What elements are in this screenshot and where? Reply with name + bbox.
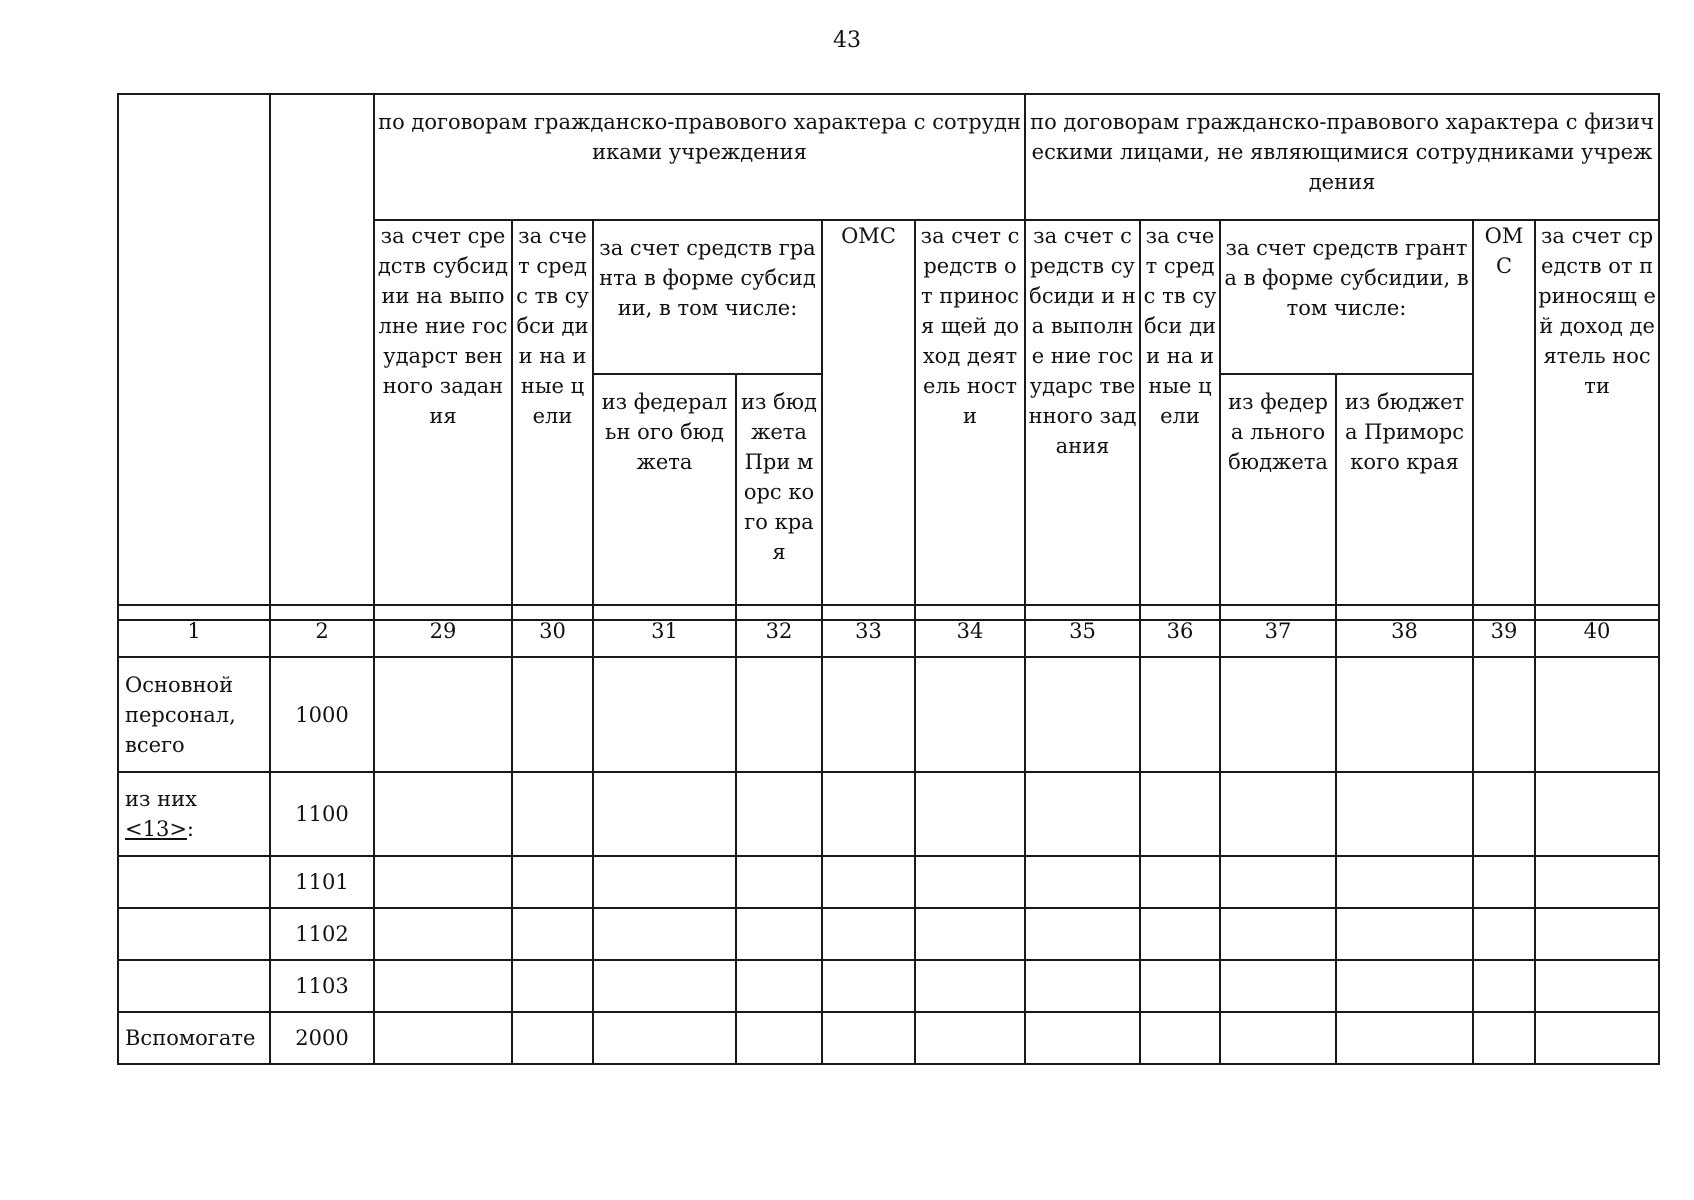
data-cell-34[interactable] <box>915 772 1025 856</box>
col-33-header: ОМС <box>822 220 915 620</box>
group-a-header: по договорам гражданско-правового характера с сотрудниками учреждения <box>374 94 1025 220</box>
row-code: 1100 <box>270 772 374 856</box>
data-table <box>117 604 1660 1065</box>
column-number-37: 37 <box>1220 605 1336 657</box>
row-code: 2000 <box>270 1012 374 1064</box>
col-38-header: из бюджета Приморс кого края <box>1336 374 1473 620</box>
row-code: 1101 <box>270 856 374 908</box>
data-cell-37[interactable] <box>1220 908 1336 960</box>
data-cell-33[interactable] <box>822 657 915 772</box>
column-number-40: 40 <box>1535 605 1659 657</box>
col-29-header: за счет средств субсидии на выполне ние государст венного задания <box>374 220 512 620</box>
grant-a-header: за счет средств гранта в форме субсидии, в том числе: <box>593 220 822 374</box>
data-cell-29[interactable] <box>374 772 512 856</box>
row-label <box>118 772 270 856</box>
row-label <box>118 960 270 1012</box>
data-cell-40[interactable] <box>1535 657 1659 772</box>
data-cell-32[interactable] <box>736 772 822 856</box>
table-row <box>118 908 1659 960</box>
table-row <box>118 960 1659 1012</box>
col-40-header: за счет средств от приносящ ей доход деятель ности <box>1535 220 1659 620</box>
row-label-suffix: : <box>186 817 194 841</box>
table-row <box>118 657 1659 772</box>
data-cell-39[interactable] <box>1473 1012 1535 1064</box>
col-39-header: ОМ С <box>1473 220 1535 620</box>
data-cell-29[interactable] <box>374 960 512 1012</box>
data-cell-35[interactable] <box>1025 960 1140 1012</box>
data-cell-33[interactable] <box>822 772 915 856</box>
data-cell-30[interactable] <box>512 908 593 960</box>
data-cell-34[interactable] <box>915 657 1025 772</box>
data-cell-39[interactable] <box>1473 960 1535 1012</box>
header-table <box>117 93 1660 621</box>
col-30-header: за счет средс тв субси дии на иные цели <box>512 220 593 620</box>
data-cell-31[interactable] <box>593 960 736 1012</box>
data-cell-32[interactable] <box>736 908 822 960</box>
row-code: 1103 <box>270 960 374 1012</box>
header-empty-col1 <box>118 94 270 620</box>
data-cell-39[interactable] <box>1473 856 1535 908</box>
row-code: 1102 <box>270 908 374 960</box>
group-b-header: по договорам гражданско-правового характера с физическими лицами, не являющимися сотрудниками учреждения <box>1025 94 1659 220</box>
col-35-header: за счет средств субсиди и на выполне ние государс твенного задания <box>1025 220 1140 620</box>
column-number-39: 39 <box>1473 605 1535 657</box>
data-cell-34[interactable] <box>915 856 1025 908</box>
row-label: Вспомогате <box>118 1012 270 1064</box>
data-cell-32[interactable] <box>736 856 822 908</box>
grant-b-header: за счет средств гранта в форме субсидии, в том числе: <box>1220 220 1473 374</box>
data-cell-39[interactable] <box>1473 772 1535 856</box>
table-row <box>118 1012 1659 1064</box>
data-cell-31[interactable] <box>593 657 736 772</box>
data-cell-36[interactable] <box>1140 960 1220 1012</box>
data-cell-38[interactable] <box>1336 908 1473 960</box>
footnote-link[interactable]: <13> <box>125 817 187 841</box>
column-number-1: 1 <box>118 605 270 657</box>
column-number-row <box>118 605 1659 657</box>
col-31-header: из федеральн ого бюджета <box>593 374 736 620</box>
data-cell-38[interactable] <box>1336 1012 1473 1064</box>
data-cell-29[interactable] <box>374 908 512 960</box>
row-label-text: из них <box>125 787 197 811</box>
data-cell-33[interactable] <box>822 960 915 1012</box>
data-cell-40[interactable] <box>1535 856 1659 908</box>
col-36-header: за счет средс тв субси дии на иные цели <box>1140 220 1220 620</box>
data-cell-30[interactable] <box>512 772 593 856</box>
data-cell-34[interactable] <box>915 1012 1025 1064</box>
data-cell-40[interactable] <box>1535 908 1659 960</box>
column-number-36: 36 <box>1140 605 1220 657</box>
row-label: Основной персонал, всего <box>118 657 270 772</box>
data-cell-40[interactable] <box>1535 960 1659 1012</box>
data-cell-30[interactable] <box>512 657 593 772</box>
data-cell-31[interactable] <box>593 772 736 856</box>
data-cell-35[interactable] <box>1025 856 1140 908</box>
column-number-31: 31 <box>593 605 736 657</box>
column-number-2: 2 <box>270 605 374 657</box>
data-cell-35[interactable] <box>1025 1012 1140 1064</box>
data-cell-31[interactable] <box>593 856 736 908</box>
data-cell-38[interactable] <box>1336 856 1473 908</box>
data-cell-36[interactable] <box>1140 772 1220 856</box>
data-cell-31[interactable] <box>593 908 736 960</box>
data-cell-32[interactable] <box>736 960 822 1012</box>
data-cell-37[interactable] <box>1220 960 1336 1012</box>
col-32-header: из бюд жета При морс кого края <box>736 374 822 620</box>
data-cell-34[interactable] <box>915 960 1025 1012</box>
data-cell-33[interactable] <box>822 908 915 960</box>
data-cell-38[interactable] <box>1336 772 1473 856</box>
data-cell-40[interactable] <box>1535 1012 1659 1064</box>
data-cell-36[interactable] <box>1140 657 1220 772</box>
data-cell-37[interactable] <box>1220 856 1336 908</box>
data-cell-39[interactable] <box>1473 908 1535 960</box>
table-row <box>118 856 1659 908</box>
data-cell-40[interactable] <box>1535 772 1659 856</box>
page-number: 43 <box>833 28 861 53</box>
data-cell-29[interactable] <box>374 657 512 772</box>
data-cell-37[interactable] <box>1220 1012 1336 1064</box>
data-cell-37[interactable] <box>1220 657 1336 772</box>
column-number-38: 38 <box>1336 605 1473 657</box>
data-cell-36[interactable] <box>1140 908 1220 960</box>
data-cell-31[interactable] <box>593 1012 736 1064</box>
table-body <box>118 657 1659 1064</box>
data-cell-35[interactable] <box>1025 772 1140 856</box>
data-cell-35[interactable] <box>1025 657 1140 772</box>
col-37-header: из федера льного бюджета <box>1220 374 1336 620</box>
data-cell-36[interactable] <box>1140 856 1220 908</box>
data-cell-29[interactable] <box>374 856 512 908</box>
data-cell-38[interactable] <box>1336 960 1473 1012</box>
table-row <box>118 772 1659 856</box>
data-cell-32[interactable] <box>736 657 822 772</box>
data-cell-36[interactable] <box>1140 1012 1220 1064</box>
column-number-33: 33 <box>822 605 915 657</box>
data-cell-37[interactable] <box>1220 772 1336 856</box>
col-34-header: за счет средств от принося щей доход деятель ности <box>915 220 1025 620</box>
data-cell-34[interactable] <box>915 908 1025 960</box>
column-number-35: 35 <box>1025 605 1140 657</box>
data-cell-35[interactable] <box>1025 908 1140 960</box>
data-cell-33[interactable] <box>822 1012 915 1064</box>
data-cell-30[interactable] <box>512 856 593 908</box>
data-cell-38[interactable] <box>1336 657 1473 772</box>
row-label <box>118 856 270 908</box>
data-cell-39[interactable] <box>1473 657 1535 772</box>
column-number-29: 29 <box>374 605 512 657</box>
data-cell-30[interactable] <box>512 960 593 1012</box>
data-cell-33[interactable] <box>822 856 915 908</box>
data-cell-29[interactable] <box>374 1012 512 1064</box>
column-number-34: 34 <box>915 605 1025 657</box>
row-label <box>118 908 270 960</box>
row-code: 1000 <box>270 657 374 772</box>
data-cell-30[interactable] <box>512 1012 593 1064</box>
column-number-30: 30 <box>512 605 593 657</box>
header-empty-col2 <box>270 94 374 620</box>
column-number-32: 32 <box>736 605 822 657</box>
data-cell-32[interactable] <box>736 1012 822 1064</box>
